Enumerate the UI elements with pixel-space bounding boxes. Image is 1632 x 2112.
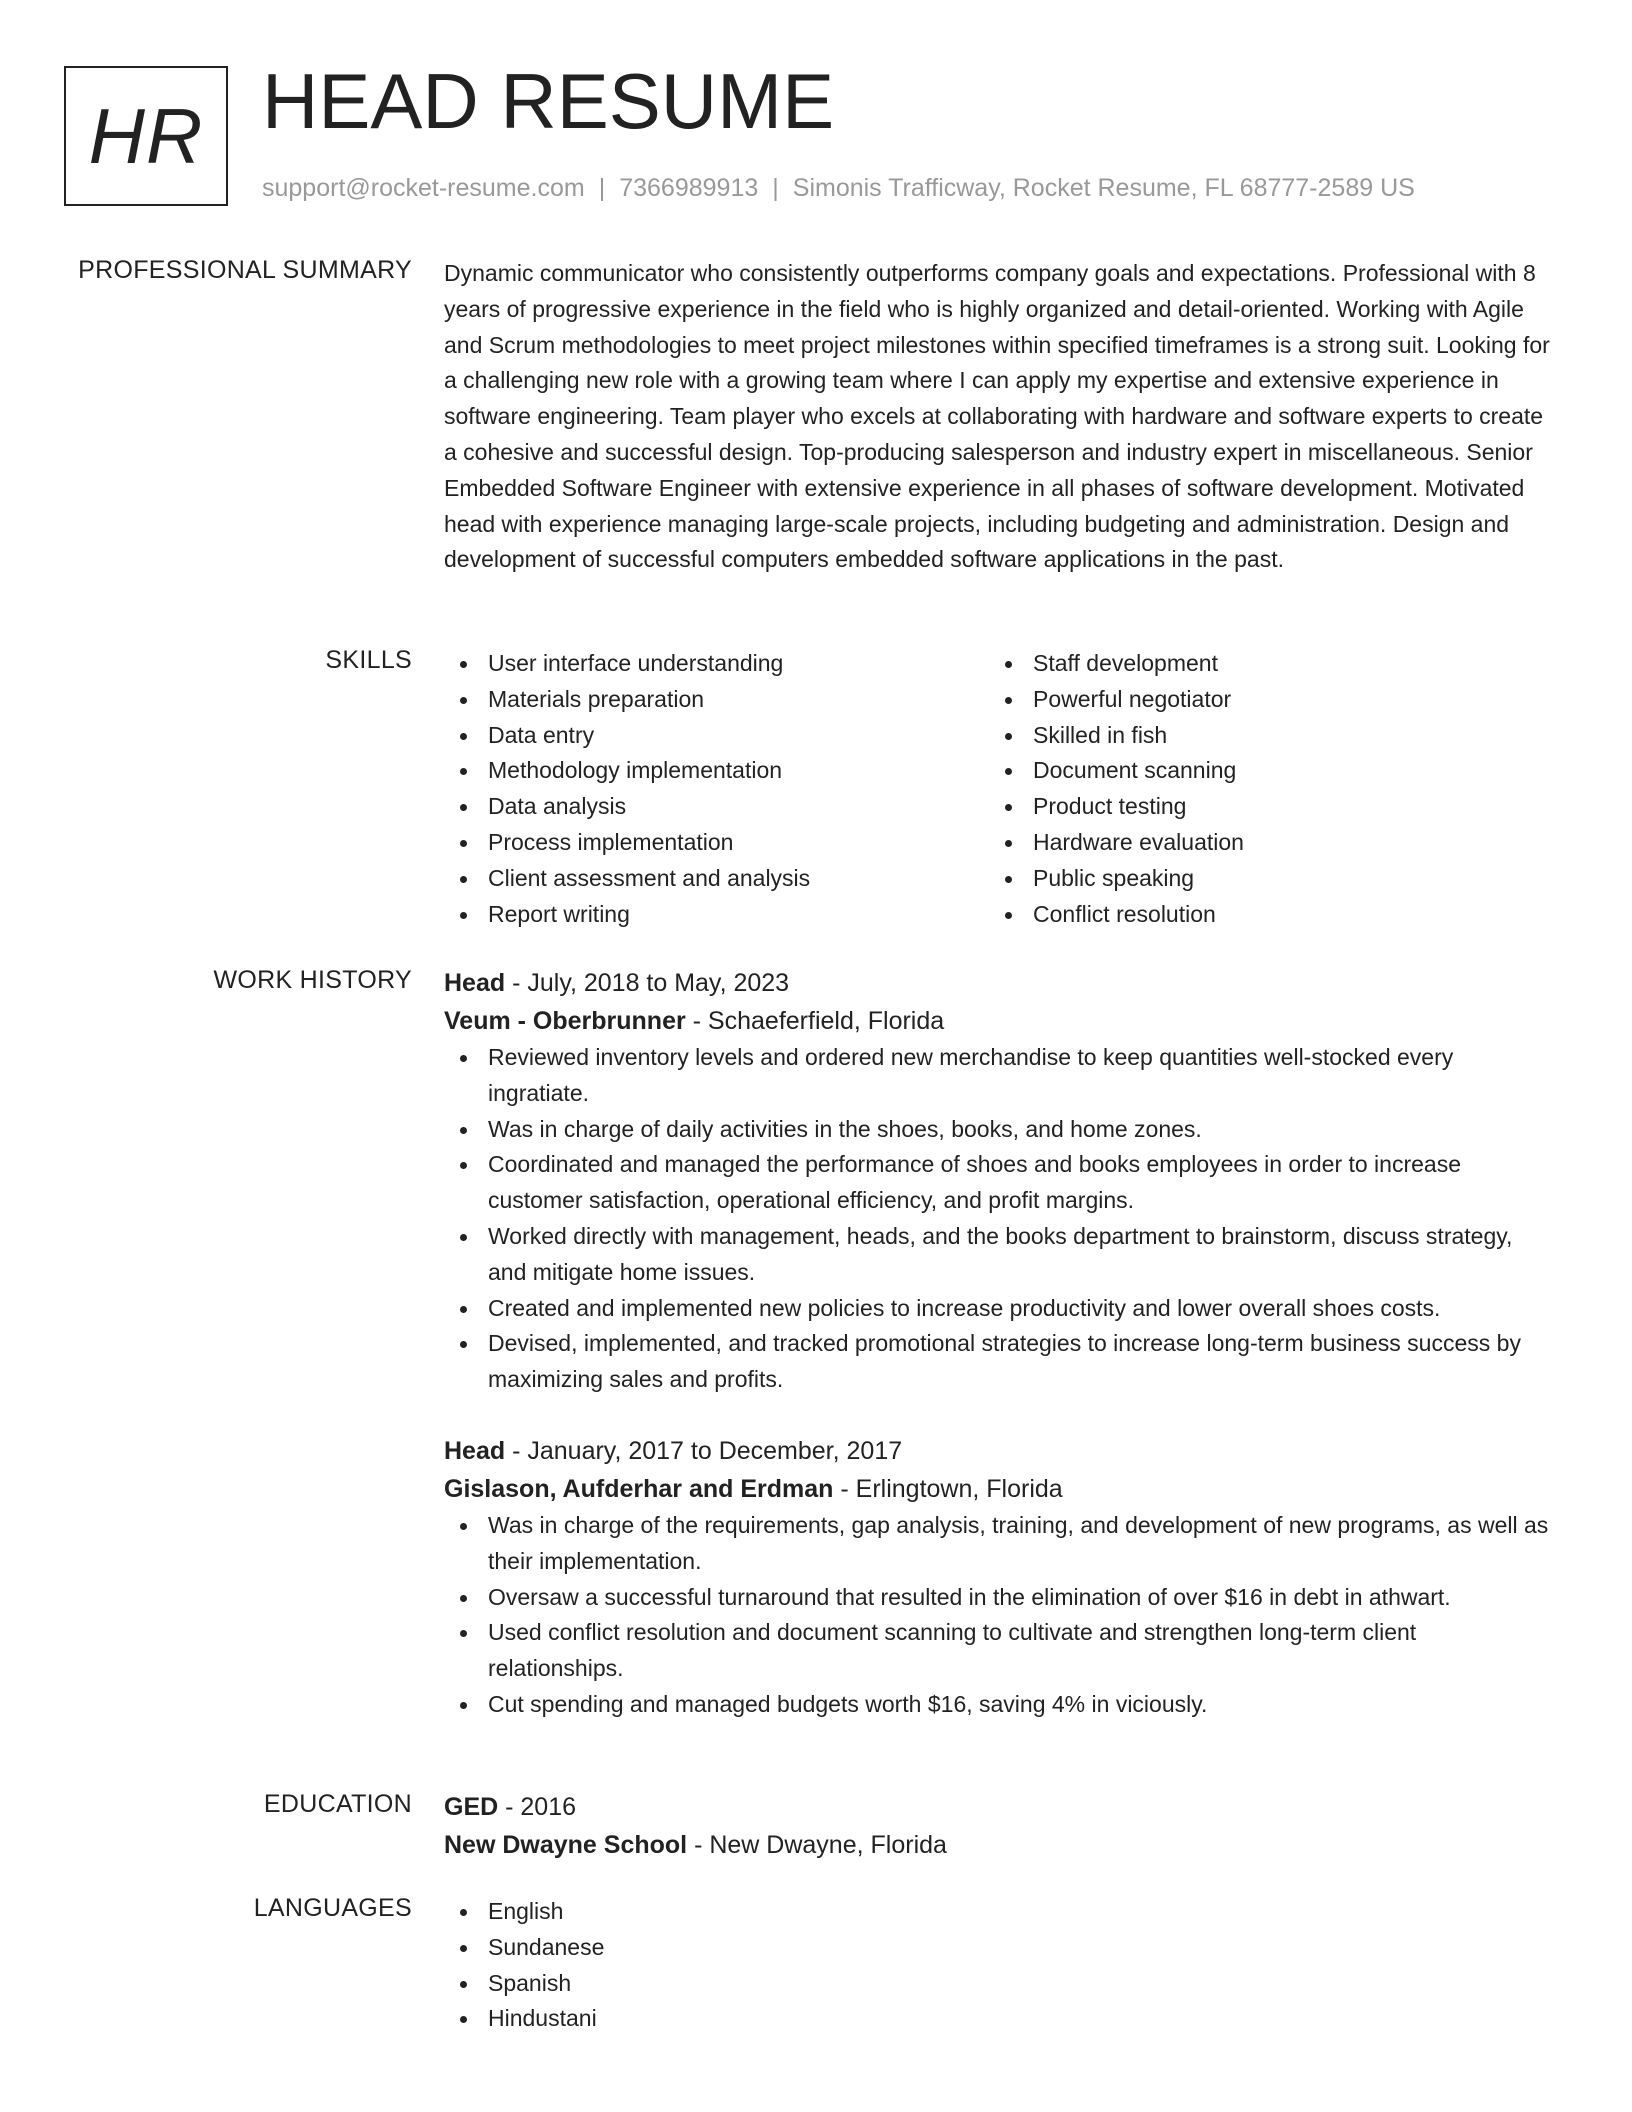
job-bullet-list bbox=[444, 1508, 1556, 1723]
skill-item: Process implementation bbox=[444, 825, 989, 861]
job-bullet: Was in charge of daily activities in the shoes, books, and home zones. bbox=[444, 1112, 1556, 1148]
skill-item: Report writing bbox=[444, 897, 989, 933]
candidate-name: HEAD RESUME bbox=[262, 57, 835, 145]
language-item: English bbox=[444, 1894, 1556, 1930]
job-bullet: Reviewed inventory levels and ordered new merchandise to keep quantities well-stocked every ingratiate. bbox=[444, 1040, 1556, 1112]
education-year: - 2016 bbox=[498, 1793, 577, 1821]
job-location: - Schaeferfield, Florida bbox=[685, 1007, 945, 1035]
skill-item: Public speaking bbox=[989, 861, 1534, 897]
language-item: Hindustani bbox=[444, 2001, 1556, 2037]
job-company: Gislason, Aufderhar and Erdman bbox=[444, 1474, 834, 1503]
skill-item: Data entry bbox=[444, 718, 989, 754]
contact-phone: 7366989913 bbox=[619, 174, 759, 202]
skill-item: Skilled in fish bbox=[989, 718, 1534, 754]
monogram-box bbox=[64, 66, 228, 206]
skill-item: Methodology implementation bbox=[444, 753, 989, 789]
job-title-line bbox=[444, 964, 1556, 1002]
job-company-line bbox=[444, 1002, 1556, 1040]
skill-item: Materials preparation bbox=[444, 682, 989, 718]
job-bullet-list bbox=[444, 1040, 1556, 1398]
job-bullet: Used conflict resolution and document scanning to cultivate and strengthen long-term client relationships. bbox=[444, 1615, 1556, 1687]
skill-item: User interface understanding bbox=[444, 646, 989, 682]
language-item: Sundanese bbox=[444, 1930, 1556, 1966]
skill-item: Client assessment and analysis bbox=[444, 861, 989, 897]
job-bullet: Cut spending and managed budgets worth $16, saving 4% in viciously. bbox=[444, 1687, 1556, 1723]
job-title-line bbox=[444, 1432, 1556, 1470]
job-company: Veum - Oberbrunner bbox=[444, 1007, 686, 1035]
skill-item: Powerful negotiator bbox=[989, 682, 1534, 718]
education-location: - New Dwayne, Florida bbox=[687, 1831, 947, 1859]
section-title-education: EDUCATION bbox=[263, 1790, 412, 1818]
skills-list-right bbox=[989, 646, 1534, 932]
job-bullet: Worked directly with management, heads, and the books department to brainstorm, discuss strategy, and mitigate home issues. bbox=[444, 1219, 1556, 1291]
job-role: Head bbox=[444, 969, 506, 997]
job-bullet: Coordinated and managed the performance of shoes and books employees in order to increase customer satisfaction, operational efficiency, and profit margins. bbox=[444, 1147, 1556, 1219]
job-role: Head bbox=[444, 1436, 506, 1465]
contact-line bbox=[262, 174, 1415, 203]
section-title-summary: PROFESSIONAL SUMMARY bbox=[78, 256, 412, 284]
skill-item: Data analysis bbox=[444, 789, 989, 825]
skills-list-left bbox=[444, 646, 989, 932]
language-item: Spanish bbox=[444, 1966, 1556, 2002]
job-entry bbox=[444, 964, 1556, 1398]
job-company-line bbox=[444, 1470, 1556, 1508]
job-bullet: Oversaw a successful turnaround that resulted in the elimination of over $16 in debt in athwart. bbox=[444, 1580, 1556, 1616]
monogram-initials: HR bbox=[88, 91, 204, 180]
job-location: - Erlingtown, Florida bbox=[833, 1474, 1063, 1503]
job-bullet: Was in charge of the requirements, gap analysis, training, and development of new programs, as well as their implementation. bbox=[444, 1508, 1556, 1580]
skill-item: Hardware evaluation bbox=[989, 825, 1534, 861]
education-degree-line bbox=[444, 1788, 1556, 1826]
skill-item: Product testing bbox=[989, 789, 1534, 825]
education-school-line bbox=[444, 1826, 1556, 1864]
contact-address: Simonis Trafficway, Rocket Resume, FL 68777-2589 US bbox=[792, 174, 1415, 202]
job-bullet: Devised, implemented, and tracked promotional strategies to increase long-term business success by maximizing sales and profits. bbox=[444, 1326, 1556, 1398]
contact-separator: | bbox=[598, 174, 606, 202]
skill-item: Staff development bbox=[989, 646, 1534, 682]
job-bullet: Created and implemented new policies to increase productivity and lower overall shoes costs. bbox=[444, 1291, 1556, 1327]
job-entry bbox=[444, 1432, 1556, 1723]
job-dates: - January, 2017 to December, 2017 bbox=[505, 1436, 903, 1465]
contact-email: support@rocket-resume.com bbox=[262, 174, 585, 202]
contact-separator: | bbox=[772, 174, 779, 202]
summary-text: Dynamic communicator who consistently outperforms company goals and expectations. Professional with 8 years of progressive experience in the field who is highly organized and detail-oriented. Working with Agile and Scrum methodologies to meet project milestones within specified timeframes is a strong suit. Looking for a challenging new role with a growing team where I can apply my expertise and extensive experience in software engineering. Team player who excels at collaborating with hardware and software experts to create a cohesive and successful design. Top-producing salesperson and industry expert in miscellaneous. Senior Embedded Software Engineer with extensive experience in all phases of software development. Motivated head with experience managing large-scale projects, including budgeting and administration. Design and development of successful computers embedded software applications in the past. bbox=[444, 260, 1550, 573]
section-title-skills: SKILLS bbox=[325, 646, 412, 674]
education-degree: GED bbox=[444, 1793, 499, 1821]
section-title-languages: LANGUAGES bbox=[253, 1894, 412, 1922]
skill-item: Document scanning bbox=[989, 753, 1534, 789]
section-title-work-history: WORK HISTORY bbox=[213, 966, 412, 994]
education-school: New Dwayne School bbox=[444, 1831, 688, 1859]
skill-item: Conflict resolution bbox=[989, 897, 1534, 933]
languages-list bbox=[444, 1894, 1556, 2037]
job-dates: - July, 2018 to May, 2023 bbox=[505, 969, 790, 997]
